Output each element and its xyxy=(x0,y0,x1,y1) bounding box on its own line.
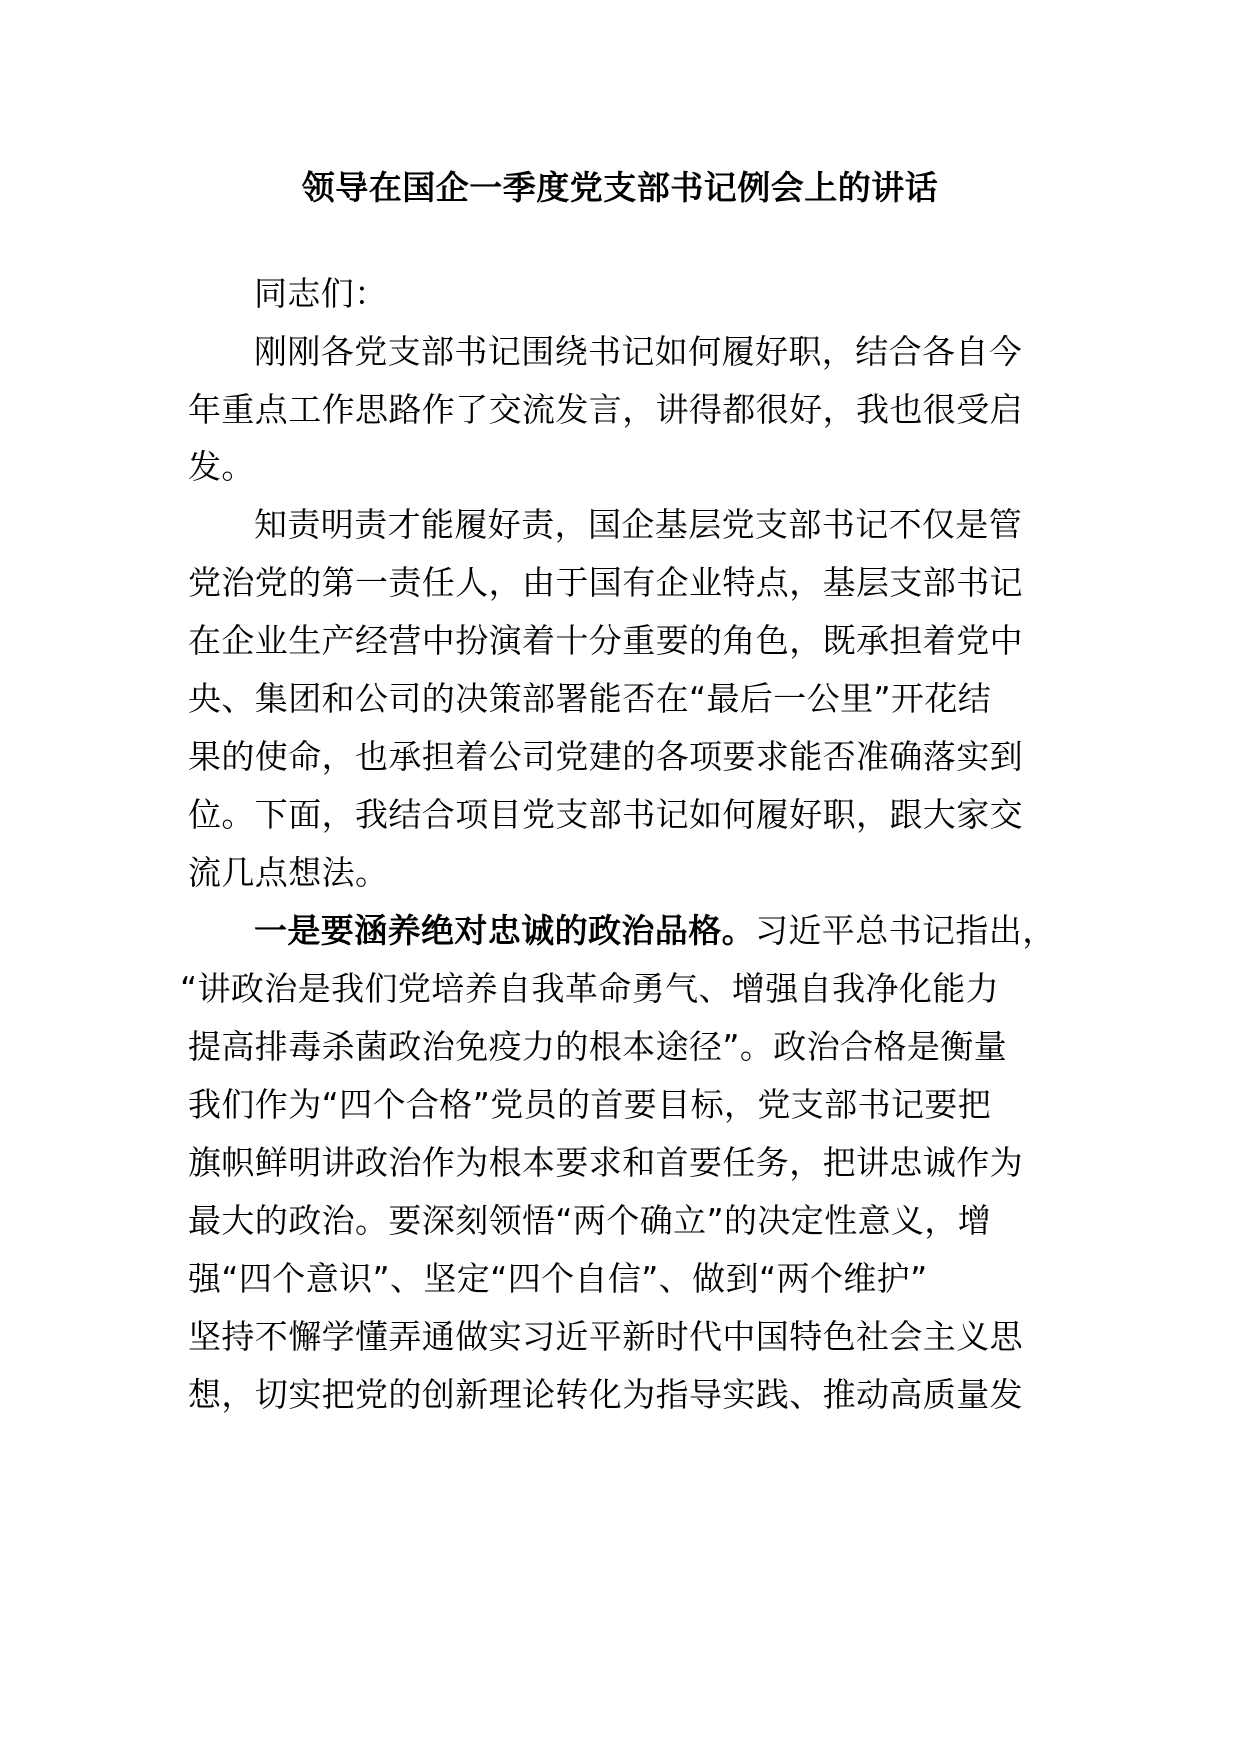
paragraph-line: 我们作为“四个合格”党员的首要目标，党支部书记要把 xyxy=(188,1085,992,1124)
paragraph-line: 旗帜鲜明讲政治作为根本要求和首要任务，把讲忠诚作为 xyxy=(188,1143,1023,1182)
paragraph-line: 知责明责才能履好责，国企基层党支部书记不仅是管 xyxy=(254,505,1023,544)
document-title: 领导在国企一季度党支部书记例会上的讲话 xyxy=(301,168,939,207)
paragraph-line: 流几点想法。 xyxy=(188,853,389,892)
section-heading: 一是要涵养绝对忠诚的政治品格。 xyxy=(254,911,755,950)
paragraph-line: 党治党的第一责任人，由于国有企业特点，基层支部书记 xyxy=(188,563,1023,602)
paragraph-line: “讲政治是我们党培养自我革命勇气、增强自我净化能力 xyxy=(180,969,1000,1008)
paragraph-line: 发。 xyxy=(188,447,255,486)
paragraph-line: 想，切实把党的创新理论转化为指导实践、推动高质量发 xyxy=(188,1375,1023,1414)
paragraph-line: 坚持不懈学懂弄通做实习近平新时代中国特色社会主义思 xyxy=(188,1317,1023,1356)
paragraph-line: 央、集团和公司的决策部署能否在“最后一公里”开花结 xyxy=(188,679,992,718)
greeting: 同志们： xyxy=(254,274,388,313)
paragraph-line: 果的使命，也承担着公司党建的各项要求能否准确落实到 xyxy=(188,737,1023,776)
paragraph-line: 强“四个意识”、坚定“四个自信”、做到“两个维护” xyxy=(188,1259,928,1298)
paragraph-line: 在企业生产经营中扮演着十分重要的角色，既承担着党中 xyxy=(188,621,1023,660)
paragraph-line: 最大的政治。要深刻领悟“两个确立”的决定性意义，增 xyxy=(188,1201,992,1240)
paragraph-line: 位。下面，我结合项目党支部书记如何履好职，跟大家交 xyxy=(188,795,1023,834)
paragraph-line: 刚刚各党支部书记围绕书记如何履好职，结合各自今 xyxy=(254,332,1023,371)
paragraph-line: 年重点工作思路作了交流发言，讲得都很好，我也很受启 xyxy=(188,390,1023,429)
paragraph-first-line xyxy=(254,911,1056,951)
paragraph-line: 提高排毒杀菌政治免疫力的根本途径”。政治合格是衡量 xyxy=(188,1027,1008,1066)
paragraph-text: 习近平总书记指出， xyxy=(755,911,1056,950)
